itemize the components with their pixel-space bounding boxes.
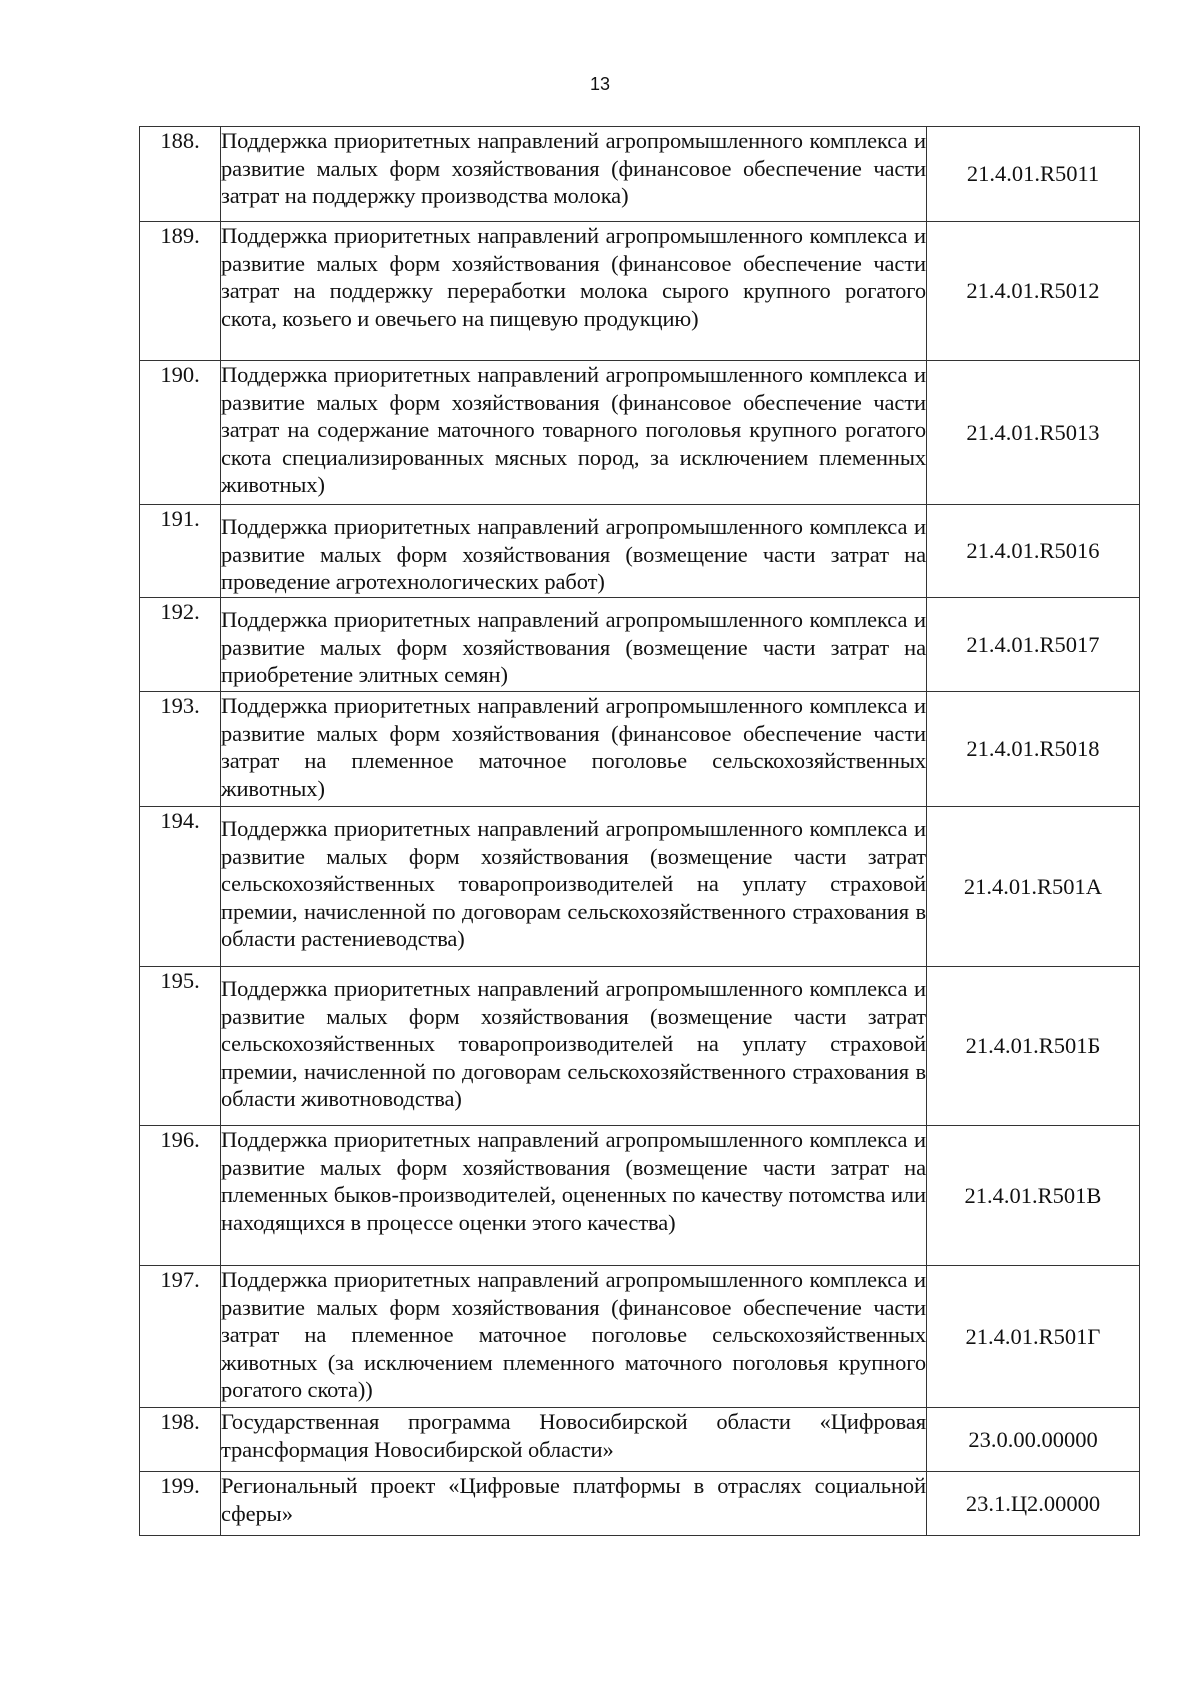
row-code: 21.4.01.R5018 — [927, 692, 1140, 807]
row-code: 21.4.01.R5011 — [927, 127, 1140, 222]
row-description: Поддержка приоритетных направлений агропромышленного комплекса и развитие малых форм хозяйствования (финансовое обеспечение части затрат на содержание маточного товарного поголовья крупного рогатого скота специализированных мясных пород, за исключением племенных животных) — [221, 361, 927, 505]
row-code: 23.0.00.00000 — [927, 1408, 1140, 1472]
table-row — [140, 1266, 1140, 1408]
row-code: 21.4.01.R5013 — [927, 361, 1140, 505]
row-number: 199. — [140, 1472, 221, 1536]
row-code: 21.4.01.R501В — [927, 1126, 1140, 1266]
row-number: 194. — [140, 807, 221, 967]
row-description: Поддержка приоритетных направлений агропромышленного комплекса и развитие малых форм хозяйствования (возмещение части затрат сельскохозяйственных товаропроизводителей на уплату страховой премии, начисленной по договорам сельскохозяйственного страхования в области растениеводства) — [221, 807, 927, 967]
row-number: 195. — [140, 967, 221, 1126]
table-row — [140, 967, 1140, 1126]
table-row — [140, 361, 1140, 505]
row-description: Поддержка приоритетных направлений агропромышленного комплекса и развитие малых форм хозяйствования (возмещение части затрат на проведение агротехнологических работ) — [221, 505, 927, 598]
budget-classification-table — [139, 126, 1140, 1536]
row-number: 191. — [140, 505, 221, 598]
table-row — [140, 222, 1140, 361]
row-number: 197. — [140, 1266, 221, 1408]
row-code: 21.4.01.R5017 — [927, 598, 1140, 692]
row-description: Поддержка приоритетных направлений агропромышленного комплекса и развитие малых форм хозяйствования (финансовое обеспечение части затрат на племенное маточное поголовье сельскохозяйственных животных (за исключением племенного маточного поголовья крупного рогатого скота)) — [221, 1266, 927, 1408]
table-row — [140, 807, 1140, 967]
row-code: 21.4.01.R5016 — [927, 505, 1140, 598]
row-code: 21.4.01.R501A — [927, 807, 1140, 967]
row-description: Поддержка приоритетных направлений агропромышленного комплекса и развитие малых форм хозяйствования (возмещение части затрат на приобретение элитных семян) — [221, 598, 927, 692]
row-code: 21.4.01.R5012 — [927, 222, 1140, 361]
row-description: Поддержка приоритетных направлений агропромышленного комплекса и развитие малых форм хозяйствования (возмещение части затрат на племенных быков-производителей, оцененных по качеству потомства или находящихся в процессе оценки этого качества) — [221, 1126, 927, 1266]
row-description: Поддержка приоритетных направлений агропромышленного комплекса и развитие малых форм хозяйствования (финансовое обеспечение части затрат на поддержку производства молока) — [221, 127, 927, 222]
table-row — [140, 692, 1140, 807]
row-number: 196. — [140, 1126, 221, 1266]
row-number: 193. — [140, 692, 221, 807]
table-row — [140, 598, 1140, 692]
table-row — [140, 1472, 1140, 1536]
table-row — [140, 1408, 1140, 1472]
row-number: 190. — [140, 361, 221, 505]
row-number: 188. — [140, 127, 221, 222]
row-description: Поддержка приоритетных направлений агропромышленного комплекса и развитие малых форм хозяйствования (финансовое обеспечение части затрат на поддержку переработки молока сырого крупного рогатого скота, козьего и овечьего на пищевую продукцию) — [221, 222, 927, 361]
row-description: Поддержка приоритетных направлений агропромышленного комплекса и развитие малых форм хозяйствования (возмещение части затрат сельскохозяйственных товаропроизводителей на уплату страховой премии, начисленной по договорам сельскохозяйственного страхования в области животноводства) — [221, 967, 927, 1126]
row-number: 189. — [140, 222, 221, 361]
row-description: Региональный проект «Цифровые платформы в отраслях социальной сферы» — [221, 1472, 927, 1536]
table-row — [140, 127, 1140, 222]
table-row — [140, 1126, 1140, 1266]
table-row — [140, 505, 1140, 598]
row-description: Поддержка приоритетных направлений агропромышленного комплекса и развитие малых форм хозяйствования (финансовое обеспечение части затрат на племенное маточное поголовье сельскохозяйственных животных) — [221, 692, 927, 807]
row-code: 21.4.01.R501Б — [927, 967, 1140, 1126]
row-description: Государственная программа Новосибирской области «Цифровая трансформация Новосибирской области» — [221, 1408, 927, 1472]
row-code: 23.1.Ц2.00000 — [927, 1472, 1140, 1536]
page-number: 13 — [589, 74, 611, 94]
row-number: 192. — [140, 598, 221, 692]
row-number: 198. — [140, 1408, 221, 1472]
row-code: 21.4.01.R501Г — [927, 1266, 1140, 1408]
